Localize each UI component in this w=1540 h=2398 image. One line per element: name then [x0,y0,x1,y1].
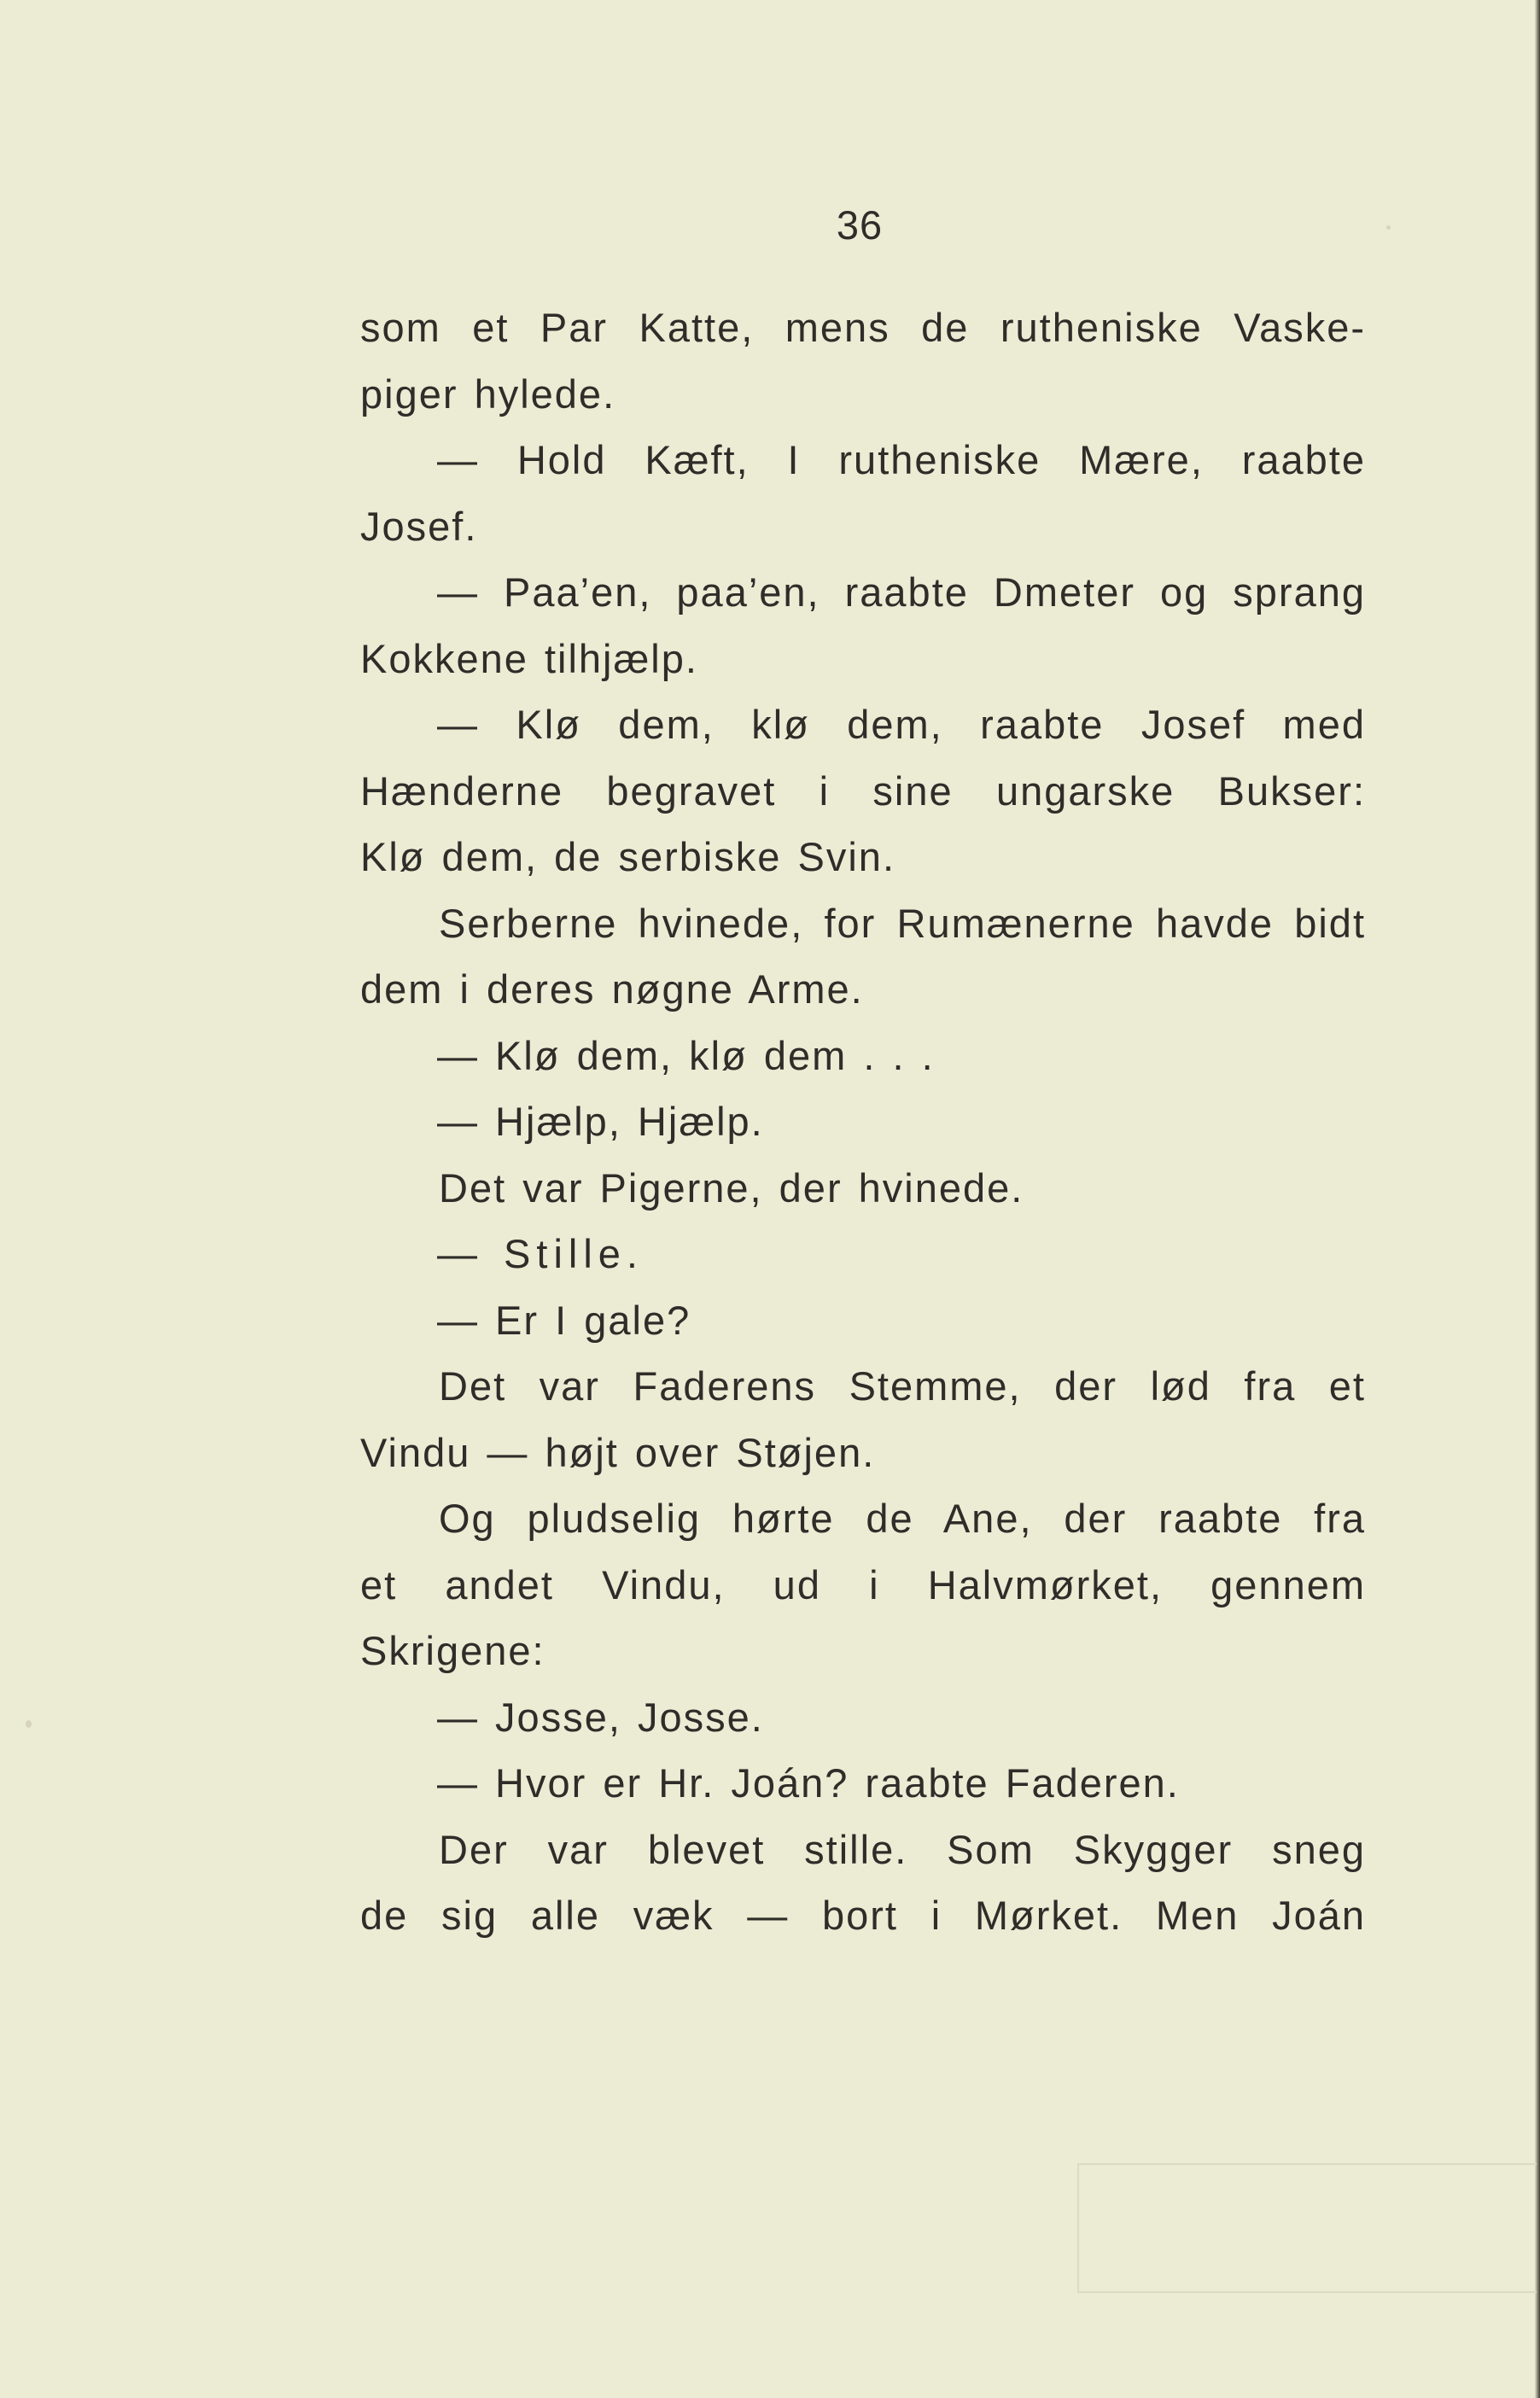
text-line: Serberne hvinede, for Rumænerne havde bidt [439,900,1366,946]
text-line: Og pludselig hørte de Ane, der raabte fra [439,1496,1366,1541]
text-line: et andet Vindu, ud i Halvmørket, gennem [360,1561,1366,1607]
page-number: 36 [836,202,884,248]
text-line: — Stille. [437,1231,644,1276]
paper-speck [1386,225,1391,230]
text-line: — Josse, Josse. [437,1694,764,1740]
text-line: — Er I gale? [437,1297,691,1343]
body-text [360,295,1366,1949]
text-line: som et Par Katte, mens de rutheniske Vaske- [360,305,1366,350]
text-line: Hænderne begravet i sine ungarske Bukser: [360,767,1366,814]
text-line: Klø dem, de serbiske Svin. [360,834,895,879]
text-line: Kokkene tilhjælp. [360,635,698,681]
text-line: piger hylede. [360,370,616,417]
text-line: Det var Pigerne, der hvinede. [439,1164,1024,1211]
paper-speck [26,1720,32,1728]
page-edge [1535,0,1540,2398]
text-line: dem i deres nøgne Arme. [360,966,864,1012]
text-line: Vindu — højt over Støjen. [360,1429,876,1475]
text-line: — Klø dem, klø dem . . . [437,1032,935,1078]
text-line: Det var Faderens Stemme, der lød fra et [439,1363,1366,1409]
paper-shadow [1077,2163,1537,2293]
text-line: Der var blevet stille. Som Skygger sneg [439,1826,1366,1872]
text-line: — Hjælp, Hjælp. [437,1099,764,1144]
text-line: — Paa’en, paa’en, raabte Dmeter og sprang [437,569,1366,615]
text-line: Josef. [360,503,478,549]
text-line: — Hvor er Hr. Joán? raabte Faderen. [437,1760,1180,1806]
text-line: — Klø dem, klø dem, raabte Josef med [437,702,1366,747]
text-line: Skrigene: [360,1628,545,1673]
text-line: — Hold Kæft, I rutheniske Mære, raabte [437,437,1366,482]
text-line: de sig alle væk — bort i Mørket. Men Joán [360,1893,1366,1938]
